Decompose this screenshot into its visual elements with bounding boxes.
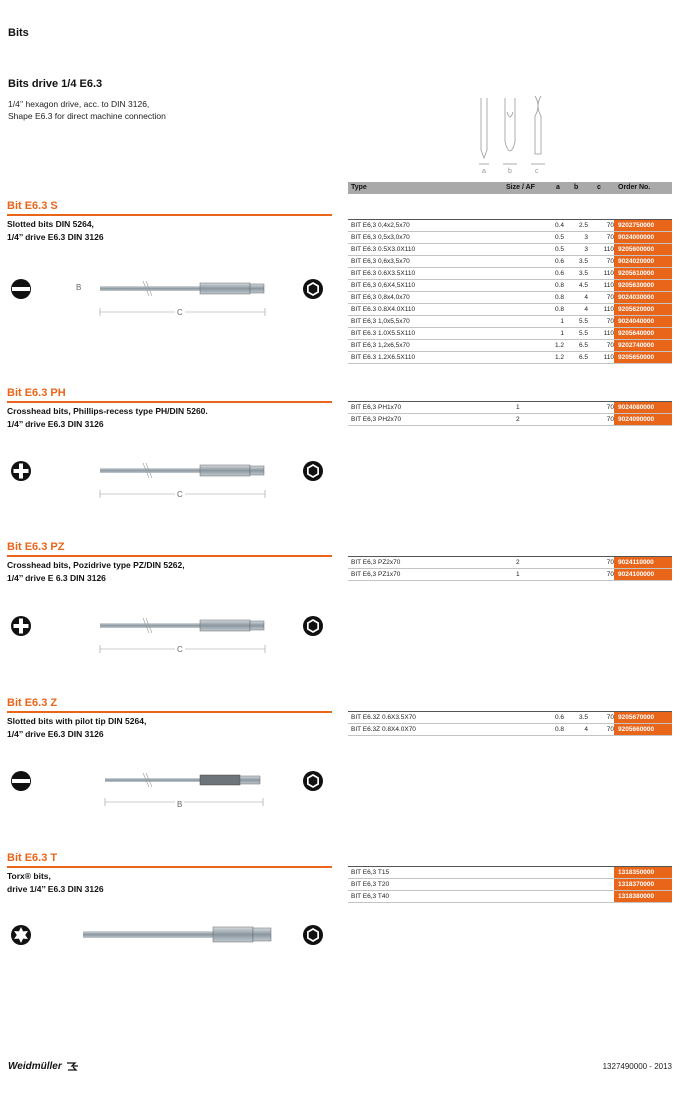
section-description xyxy=(7,870,104,896)
cell-c: 110 xyxy=(603,306,614,313)
cell-a: 0.6 xyxy=(554,258,564,265)
cell-b: 5.5 xyxy=(578,318,588,325)
col-header-b: b xyxy=(574,184,579,191)
cell-order-no: 9024030000 xyxy=(614,292,672,303)
section-divider xyxy=(7,555,332,557)
cell-c: 70 xyxy=(606,222,614,229)
table-row xyxy=(348,879,672,891)
cell-b: 3.5 xyxy=(578,270,588,277)
col-header-size-af: Size / AF xyxy=(506,184,535,191)
section-divider xyxy=(7,214,332,216)
cell-order-no: 9024020000 xyxy=(614,256,672,267)
description-line: drive 1/4’’ E6.3 DIN 3126 xyxy=(7,884,104,894)
diagram-label-c: c xyxy=(535,168,539,175)
cell-type: BIT E6.3 0.6X3.5X110 xyxy=(351,270,416,277)
intro-line: 1/4’’ hexagon drive, acc. to DIN 3126, xyxy=(8,99,150,109)
cell-order-no: 9024040000 xyxy=(614,316,672,327)
cell-b: 3.5 xyxy=(578,258,588,265)
cell-order-no: 9024100000 xyxy=(614,569,672,580)
table-header xyxy=(348,182,672,194)
col-header-order-no: Order No. xyxy=(618,184,651,191)
cell-c: 110 xyxy=(603,354,614,361)
hex-drive-end-icon xyxy=(302,278,324,300)
cell-order-no: 9202750000 xyxy=(614,220,672,231)
cell-b: 6.5 xyxy=(578,342,588,349)
section-title: Bit E6.3 T xyxy=(7,852,58,864)
cell-c: 110 xyxy=(603,330,614,337)
description-line: Slotted bits DIN 5264, xyxy=(7,219,94,229)
page-title: Bits xyxy=(8,27,29,39)
slotted-tip-icon xyxy=(10,278,32,300)
table-row xyxy=(348,867,672,879)
hex-drive-end-icon xyxy=(302,460,324,482)
cell-c: 110 xyxy=(603,270,614,277)
section-divider xyxy=(7,401,332,403)
cell-order-no: 9205640000 xyxy=(614,328,672,339)
table-row xyxy=(348,712,672,724)
cell-order-no: 9202740000 xyxy=(614,340,672,351)
cell-a: 0.8 xyxy=(554,294,564,301)
dimension-label: C xyxy=(177,308,183,317)
cell-order-no: 1318350000 xyxy=(614,867,672,878)
cell-a: 1.2 xyxy=(554,342,564,349)
cell-type: BIT E6,3 PH1x70 xyxy=(351,404,402,411)
cell-order-no: 9205610000 xyxy=(614,268,672,279)
cell-order-no: 9024000000 xyxy=(614,232,672,243)
cell-type: BIT E6,3 T20 xyxy=(351,881,390,888)
table-row xyxy=(348,340,672,352)
document-code: 1327490000 - 2013 xyxy=(602,1062,672,1071)
hex-drive-end-icon xyxy=(302,615,324,637)
section-title: Bit E6.3 PH xyxy=(7,387,66,399)
cell-c: 70 xyxy=(606,571,614,578)
cell-size-af: 1 xyxy=(516,404,520,411)
brand-logo xyxy=(8,1061,77,1072)
table-row xyxy=(348,891,672,903)
cell-a: 0.5 xyxy=(554,246,564,253)
cell-type: BIT E6,3 T15 xyxy=(351,869,390,876)
cell-c: 110 xyxy=(603,246,614,253)
cell-type: BIT E6,3 0,6X4,5X110 xyxy=(351,282,416,289)
cell-type: BIT E6,3 0,4x2,5x70 xyxy=(351,222,410,229)
product-table xyxy=(348,219,672,364)
section-description xyxy=(7,405,208,431)
section-heading: Bits drive 1/4 E6.3 xyxy=(8,78,103,90)
cell-b: 3 xyxy=(584,246,588,253)
table-row xyxy=(348,244,672,256)
table-row xyxy=(348,232,672,244)
cell-type: BIT E6,3 0,6x3,5x70 xyxy=(351,258,410,265)
cell-b: 2.5 xyxy=(578,222,588,229)
product-table xyxy=(348,711,672,736)
cell-size-af: 1 xyxy=(516,571,520,578)
description-line: Torx® bits, xyxy=(7,871,51,881)
cell-type: BIT E6.3Z 0.6X3.5X70 xyxy=(351,714,416,721)
table-row xyxy=(348,220,672,232)
intro-text xyxy=(8,98,166,122)
cell-size-af: 2 xyxy=(516,416,520,423)
table-row xyxy=(348,569,672,581)
cell-b: 5.5 xyxy=(578,330,588,337)
cell-b: 4 xyxy=(584,726,588,733)
cell-type: BIT E6,3 0,5x3,0x70 xyxy=(351,234,410,241)
description-line: Slotted bits with pilot tip DIN 5264, xyxy=(7,716,147,726)
hex-drive-end-icon xyxy=(302,924,324,946)
cell-order-no: 9024090000 xyxy=(614,414,672,425)
cell-order-no: 9205650000 xyxy=(614,352,672,363)
cell-order-no: 1318380000 xyxy=(614,891,672,902)
hex-drive-end-icon xyxy=(302,770,324,792)
cell-c: 70 xyxy=(606,714,614,721)
cell-type: BIT E6.3 0.5X3.0X110 xyxy=(351,246,416,253)
dimension-label: C xyxy=(177,645,183,654)
cell-order-no: 1318370000 xyxy=(614,879,672,890)
table-row xyxy=(348,724,672,736)
section-description xyxy=(7,218,104,244)
cell-order-no: 9205600000 xyxy=(614,244,672,255)
torx-tip-icon xyxy=(10,924,32,946)
bit-drawing xyxy=(75,922,275,968)
table-row xyxy=(348,316,672,328)
cell-b: 3 xyxy=(584,234,588,241)
section-description xyxy=(7,559,185,585)
cell-c: 70 xyxy=(606,726,614,733)
brand-mark-icon xyxy=(67,1062,79,1071)
cell-type: BIT E6.3 1.2X6.5X110 xyxy=(351,354,416,361)
cell-c: 70 xyxy=(606,404,614,411)
cell-a: 0.4 xyxy=(554,222,564,229)
table-row xyxy=(348,557,672,569)
description-line: 1/4’’ drive E6.3 DIN 3126 xyxy=(7,232,104,242)
cell-a: 0.8 xyxy=(554,306,564,313)
cell-type: BIT E6.3Z 0.8X4.0X70 xyxy=(351,726,416,733)
cell-c: 70 xyxy=(606,294,614,301)
cell-type: BIT E6,3 PH2x70 xyxy=(351,416,402,423)
cell-order-no: 9205660000 xyxy=(614,724,672,735)
cell-type: BIT E6,3 1,2x6,5x70 xyxy=(351,342,410,349)
cell-type: BIT E6,3 PZ2x70 xyxy=(351,559,401,566)
table-row xyxy=(348,256,672,268)
table-row xyxy=(348,304,672,316)
col-header-a: a xyxy=(556,184,560,191)
dimension-label: B xyxy=(177,800,183,809)
cell-b: 6.5 xyxy=(578,354,588,361)
cell-type: BIT E6,3 PZ1x70 xyxy=(351,571,401,578)
col-header-c: c xyxy=(597,184,601,191)
cell-c: 70 xyxy=(606,559,614,566)
cell-order-no: 9024110000 xyxy=(614,557,672,568)
cell-c: 110 xyxy=(603,282,614,289)
crosshead-tip-icon xyxy=(10,615,32,637)
dimension-label: B xyxy=(76,283,82,292)
cell-order-no: 9024080000 xyxy=(614,402,672,413)
cell-a: 0.5 xyxy=(554,234,564,241)
cell-order-no: 9205670000 xyxy=(614,712,672,723)
section-title: Bit E6.3 PZ xyxy=(7,541,65,553)
cell-type: BIT E6.3 0.8X4.0X110 xyxy=(351,306,416,313)
slotted-tip-icon xyxy=(10,770,32,792)
cell-size-af: 2 xyxy=(516,559,520,566)
cell-b: 4 xyxy=(584,294,588,301)
description-line: 1/4’’ drive E6.3 DIN 3126 xyxy=(7,729,104,739)
table-row xyxy=(348,292,672,304)
cell-type: BIT E6,3 1,0x5,5x70 xyxy=(351,318,410,325)
intro-line: Shape E6.3 for direct machine connection xyxy=(8,111,166,121)
section-title: Bit E6.3 S xyxy=(7,200,58,212)
cell-type: BIT E6,3 T40 xyxy=(351,893,390,900)
cell-c: 70 xyxy=(606,416,614,423)
diagram-label-b: b xyxy=(508,168,512,175)
diagram-label-a: a xyxy=(482,168,486,175)
table-row xyxy=(348,352,672,364)
cell-c: 70 xyxy=(606,342,614,349)
cell-b: 4 xyxy=(584,306,588,313)
cell-a: 0.6 xyxy=(554,714,564,721)
dimension-label: C xyxy=(177,490,183,499)
cell-c: 70 xyxy=(606,258,614,265)
cell-b: 4.5 xyxy=(578,282,588,289)
cell-a: 1 xyxy=(560,318,564,325)
cell-order-no: 9205620000 xyxy=(614,304,672,315)
cell-a: 0.6 xyxy=(554,270,564,277)
cell-a: 1.2 xyxy=(554,354,564,361)
table-row xyxy=(348,414,672,426)
table-row xyxy=(348,268,672,280)
product-table xyxy=(348,401,672,426)
section-description xyxy=(7,715,146,741)
cell-a: 0.8 xyxy=(554,726,564,733)
description-line: Crosshead bits, Pozidrive type PZ/DIN 5262, xyxy=(7,560,185,570)
brand-name: Weidmüller xyxy=(8,1061,62,1072)
section-divider xyxy=(7,866,332,868)
cell-type: BIT E6.3 1.0X5.5X110 xyxy=(351,330,416,337)
crosshead-tip-icon xyxy=(10,460,32,482)
table-row xyxy=(348,328,672,340)
bit-dimension-diagram xyxy=(465,92,555,177)
cell-order-no: 9205630000 xyxy=(614,280,672,291)
cell-c: 70 xyxy=(606,234,614,241)
table-row xyxy=(348,402,672,414)
product-table xyxy=(348,866,672,903)
cell-type: BIT E6,3 0,8x4,0x70 xyxy=(351,294,410,301)
table-row xyxy=(348,280,672,292)
section-divider xyxy=(7,711,332,713)
cell-c: 70 xyxy=(606,318,614,325)
cell-a: 1 xyxy=(560,330,564,337)
cell-b: 3.5 xyxy=(578,714,588,721)
product-table xyxy=(348,556,672,581)
description-line: 1/4’’ drive E6.3 DIN 3126 xyxy=(7,419,104,429)
section-title: Bit E6.3 Z xyxy=(7,697,58,709)
description-line: 1/4’’ drive E 6.3 DIN 3126 xyxy=(7,573,106,583)
cell-a: 0.8 xyxy=(554,282,564,289)
col-header-type: Type xyxy=(351,184,367,191)
description-line: Crosshead bits, Phillips-recess type PH/DIN 5260. xyxy=(7,406,208,416)
